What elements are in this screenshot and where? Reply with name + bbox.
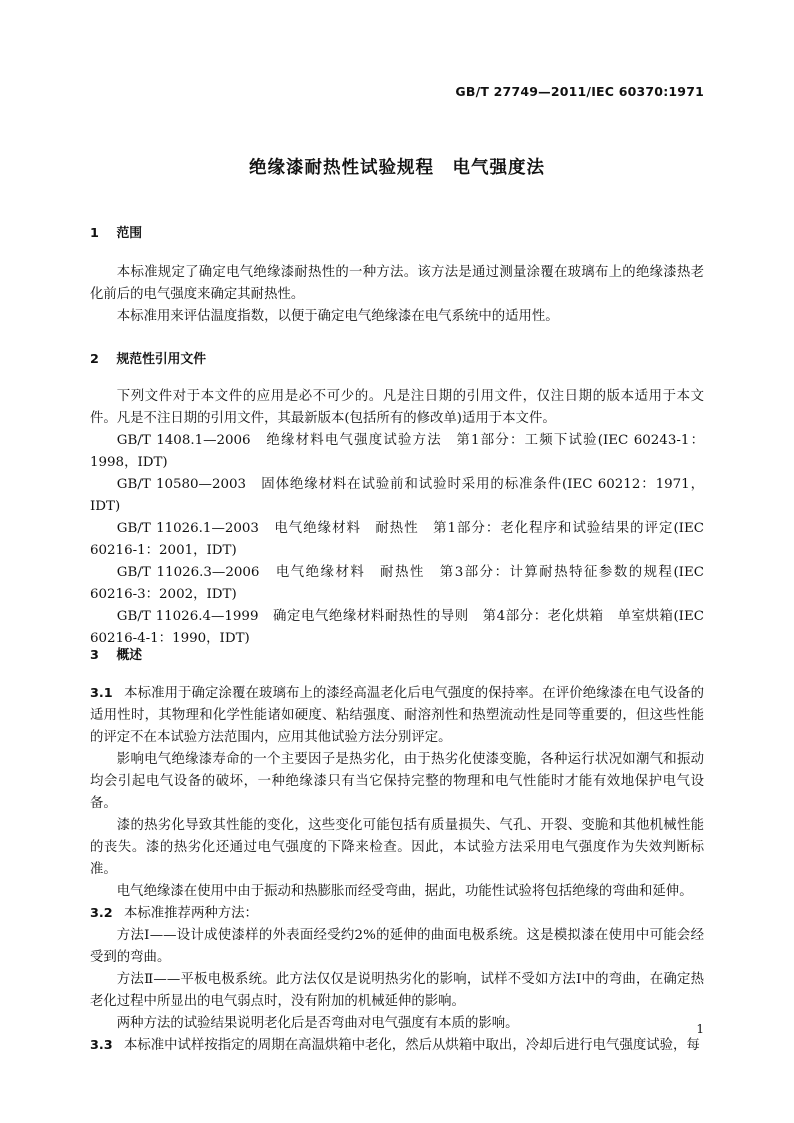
paragraph: 两种方法的试验结果说明老化后是否弯曲对电气强度有本质的影响。: [116, 1016, 519, 1031]
section-1-body: [90, 262, 704, 328]
section-1-heading: [90, 222, 142, 241]
reference-item: GB/T 11026.1—2003 电气绝缘材料 耐热性 第1部分：老化程序和试验结果的评定(IEC 60216-1：2001，IDT): [90, 521, 704, 558]
paragraph: 本标准规定了确定电气绝缘漆耐热性的一种方法。该方法是通过测量涂覆在玻璃布上的绝缘漆热老化前后的电气强度来确定其耐热性。: [90, 265, 704, 302]
clause-text: 本标准推荐两种方法：: [124, 906, 258, 921]
section-title: 概述: [116, 648, 143, 663]
paragraph: 电气绝缘漆在使用中由于振动和热膨胀而经受弯曲，据此，功能性试验将包括绝缘的弯曲和延伸。: [116, 884, 693, 899]
paragraph: 本标准用来评估温度指数，以便于确定电气绝缘漆在电气系统中的适用性。: [116, 309, 559, 324]
section-3-heading: [90, 644, 142, 663]
clause-3-2: [90, 903, 704, 925]
reference-item: GB/T 10580—2003 固体绝缘材料在试验前和试验时采用的标准条件(IEC 60212：1971，IDT): [90, 477, 704, 514]
paragraph: 影响电气绝缘漆寿命的一个主要因子是热劣化，由于热劣化使漆变脆，各种运行状况如潮气和振动均会引起电气设备的破坏，一种绝缘漆只有当它保持完整的物理和电气性能时才能有效地保护电气设备。: [90, 752, 704, 811]
clause-text: 本标准用于确定涂覆在玻璃布上的漆经高温老化后电气强度的保持率。在评价绝缘漆在电气设备的适用性时，其物理和化学性能诸如硬度、粘结强度、耐溶剂性和热塑流动性是同等重要的，但这些性能的评定不在本试验方法范围内，应用其他试验方法分别评定。: [90, 686, 704, 745]
paragraph: 方法Ⅰ——设计成使漆样的外表面经受约2%的延伸的曲面电极系统。这是模拟漆在使用中可能会经受到的弯曲。: [90, 928, 704, 965]
standard-code: GB/T 27749—2011/IEC 60370:1971: [455, 84, 704, 99]
clause-number: 3.3: [90, 1038, 113, 1053]
paragraph: 方法Ⅱ——平板电极系统。此方法仅仅是说明热劣化的影响，试样不受如方法Ⅰ中的弯曲，在确定热老化过程中所显出的电气弱点时，没有附加的机械延伸的影响。: [90, 972, 704, 1009]
clause-number: 3.2: [90, 906, 113, 921]
reference-item: GB/T 1408.1—2006 绝缘材料电气强度试验方法 第1部分：工频下试验(IEC 60243-1：1998，IDT): [90, 433, 704, 470]
section-3-body: [90, 683, 704, 1057]
section-title: 规范性引用文件: [116, 352, 207, 367]
paragraph: 漆的热劣化导致其性能的变化，这些变化可能包括有质量损失、气孔、开裂、变脆和其他机械性能的丧失。漆的热劣化还通过电气强度的下降来检查。因此，本试验方法采用电气强度作为失效判断标准。: [90, 818, 704, 877]
section-2-body: [90, 386, 704, 650]
section-number: 1: [90, 226, 99, 241]
clause-number: 3.1: [90, 686, 113, 701]
page-number: 1: [696, 1022, 704, 1036]
paragraph: 下列文件对于本文件的应用是必不可少的。凡是注日期的引用文件，仅注日期的版本适用于本文件。凡是不注日期的引用文件，其最新版本(包括所有的修改单)适用于本文件。: [90, 389, 704, 426]
clause-text: 本标准中试样按指定的周期在高温烘箱中老化，然后从烘箱中取出，冷却后进行电气强度试验，每: [124, 1038, 700, 1053]
document-title: 绝缘漆耐热性试验规程 电气强度法: [249, 158, 545, 178]
clause-3-1: [90, 683, 704, 749]
clause-3-3: [90, 1035, 704, 1057]
section-2-heading: [90, 348, 206, 367]
reference-item: GB/T 11026.3—2006 电气绝缘材料 耐热性 第3部分：计算耐热特征参数的规程(IEC 60216-3：2002，IDT): [90, 565, 704, 602]
section-number: 2: [90, 352, 99, 367]
section-title: 范围: [116, 226, 143, 241]
section-number: 3: [90, 648, 99, 663]
reference-item: GB/T 11026.4—1999 确定电气绝缘材料耐热性的导则 第4部分：老化烘箱 单室烘箱(IEC 60216-4-1：1990，IDT): [90, 609, 704, 646]
